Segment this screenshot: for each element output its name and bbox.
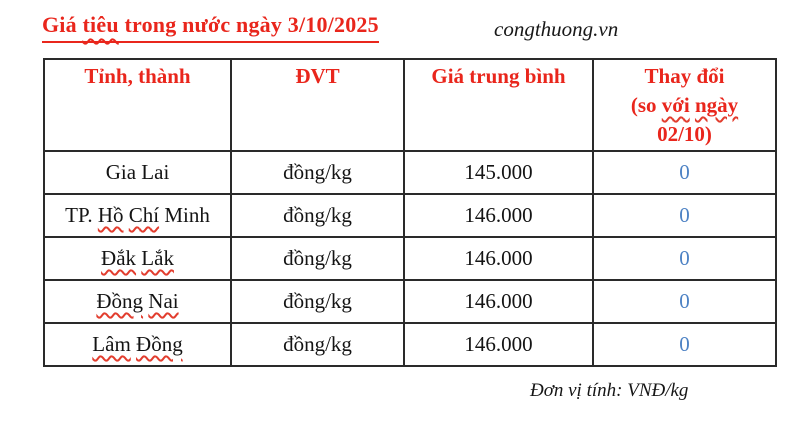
word: Thay đổi: [644, 64, 725, 88]
table-header: [44, 59, 776, 151]
unit-cell: đồng/kg: [231, 280, 404, 323]
word: Giá trung bình: [431, 64, 566, 88]
word: Lai: [141, 160, 170, 184]
province-cell: [44, 237, 231, 280]
header-line: [595, 62, 774, 91]
header-line: [595, 120, 774, 149]
misspelled-word: Hồ: [97, 203, 124, 227]
misspelled-word: Đồng: [96, 289, 144, 313]
header-line: [595, 91, 774, 120]
province-cell: [44, 323, 231, 366]
misspelled-word: Lâm: [92, 332, 131, 356]
misspelled-word: ngày: [694, 93, 739, 117]
word: Giá: [42, 12, 77, 37]
footer-unit-note: Đơn vị tính: VNĐ/kg: [530, 380, 689, 401]
word: ngày: [236, 12, 283, 37]
price-cell: 145.000: [404, 151, 593, 194]
table-row: [44, 280, 776, 323]
misspelled-word: Lắk: [141, 246, 174, 270]
province-cell: [44, 151, 231, 194]
unit-cell: đồng/kg: [231, 194, 404, 237]
header-line: [406, 62, 591, 91]
table-row: [44, 151, 776, 194]
col-header-avg-price: [404, 59, 593, 151]
col-header-unit: [231, 59, 404, 151]
word: (so: [630, 93, 657, 117]
word: trong: [124, 12, 177, 37]
change-cell: 0: [593, 194, 776, 237]
price-table: [43, 58, 777, 367]
change-cell: 0: [593, 323, 776, 366]
misspelled-word: Đồng: [136, 332, 183, 356]
table-row: [44, 323, 776, 366]
site-watermark: congthuong.vn: [494, 17, 619, 41]
table-row: [44, 237, 776, 280]
col-header-province: [44, 59, 231, 151]
page-title: [42, 12, 379, 43]
word: ĐVT: [295, 64, 340, 88]
misspelled-word: Nai: [148, 289, 179, 313]
word: Minh: [164, 203, 210, 227]
header-line: [46, 62, 229, 91]
unit-cell: đồng/kg: [231, 151, 404, 194]
misspelled-word: tiêu: [82, 12, 119, 37]
col-header-change: [593, 59, 776, 151]
word: Tỉnh, thành: [84, 64, 191, 88]
word: TP.: [65, 203, 93, 227]
header-row: [44, 59, 776, 151]
price-cell: 146.000: [404, 323, 593, 366]
table-row: [44, 194, 776, 237]
header-line: [233, 62, 402, 91]
misspelled-word: Chí: [128, 203, 160, 227]
word: Gia: [105, 160, 137, 184]
word: 02/10): [657, 122, 712, 146]
misspelled-word: Đắk: [101, 246, 137, 270]
change-cell: 0: [593, 237, 776, 280]
word: 3/10/2025: [287, 12, 379, 37]
price-cell: 146.000: [404, 237, 593, 280]
price-cell: 146.000: [404, 194, 593, 237]
province-cell: [44, 280, 231, 323]
province-cell: [44, 194, 231, 237]
unit-cell: đồng/kg: [231, 323, 404, 366]
unit-cell: đồng/kg: [231, 237, 404, 280]
price-cell: 146.000: [404, 280, 593, 323]
table-body: [44, 151, 776, 366]
change-cell: 0: [593, 280, 776, 323]
word: nước: [182, 12, 231, 37]
change-cell: 0: [593, 151, 776, 194]
misspelled-word: với: [661, 93, 690, 117]
